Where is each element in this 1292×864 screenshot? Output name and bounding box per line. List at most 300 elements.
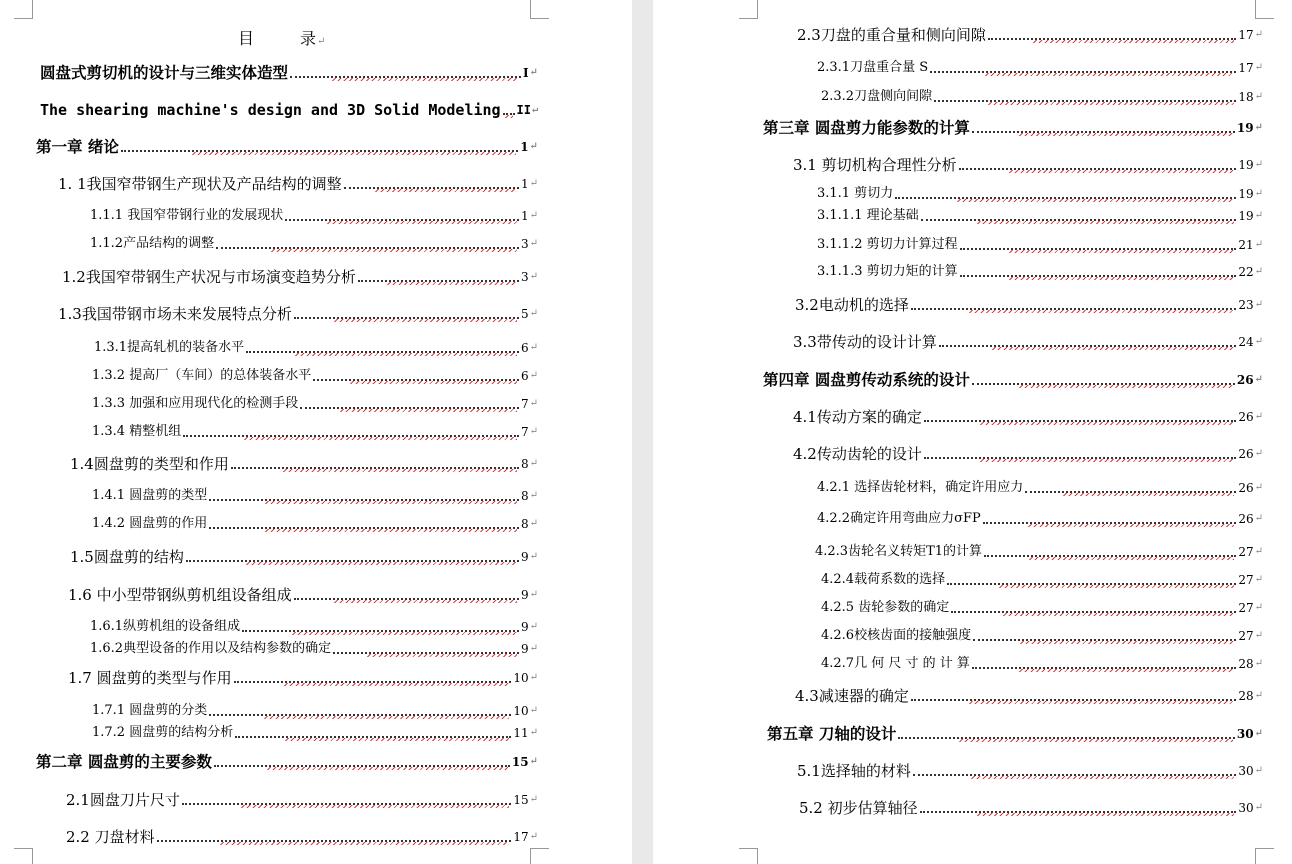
spellcheck-underline <box>350 381 517 384</box>
toc-page-number: 23 <box>1238 298 1254 312</box>
dot-leader <box>895 186 1236 202</box>
toc-page-number: 6 <box>520 369 529 383</box>
toc-entry-label: 3.1.1.2 剪切力计算过程 <box>817 237 958 252</box>
page-corner-mark <box>14 848 33 864</box>
paragraph-mark: ↵ <box>1254 299 1263 310</box>
toc-entry[interactable] <box>36 139 538 155</box>
spellcheck-underline <box>977 813 1235 816</box>
paragraph-mark: ↵ <box>1254 630 1263 641</box>
toc-entry-label: 1.1.1 我国窄带钢行业的发展现状 <box>90 208 284 223</box>
toc-entry[interactable] <box>90 641 538 657</box>
page-corner-mark <box>530 0 549 19</box>
toc-page-number: 28 <box>1238 689 1254 703</box>
toc-entry-label: 1.5圆盘剪的结构 <box>70 548 184 566</box>
toc-page-number: 8 <box>520 489 529 503</box>
dot-leader <box>972 372 1235 388</box>
toc-page-number: 10 <box>513 704 529 718</box>
dot-leader <box>333 641 519 657</box>
dot-leader <box>951 600 1236 616</box>
paragraph-mark: ↵ <box>1254 122 1263 133</box>
toc-entry[interactable] <box>58 306 538 322</box>
toc-page-number: II <box>516 103 531 117</box>
dot-leader <box>344 176 519 192</box>
dot-leader <box>290 65 521 81</box>
toc-page-number: 26 <box>1238 410 1254 424</box>
toc-entry[interactable] <box>817 237 1263 253</box>
dot-leader <box>214 754 510 770</box>
spellcheck-underline <box>334 600 517 603</box>
paragraph-mark: ↵ <box>1254 690 1263 701</box>
toc-entry[interactable] <box>36 754 538 770</box>
paragraph-mark: ↵ <box>529 756 538 767</box>
spellcheck-underline <box>957 199 1235 202</box>
toc-title-char-1: 目 <box>238 29 255 48</box>
toc-page-number: 1 <box>520 209 529 223</box>
toc-entry-label: 1. 1我国窄带钢生产现状及产品结构的调整 <box>58 175 342 193</box>
paragraph-mark: ↵ <box>1254 336 1263 347</box>
spellcheck-underline <box>192 152 516 155</box>
toc-entry-label: 1.4.1 圆盘剪的类型 <box>92 488 208 503</box>
toc-entry[interactable] <box>763 120 1263 136</box>
dot-leader <box>246 340 519 356</box>
toc-entry-label: 3.1.1.1 理论基础 <box>817 208 919 223</box>
toc-entry[interactable] <box>66 829 538 845</box>
toc-page-number: 15 <box>511 755 529 769</box>
toc-page-number: 19 <box>1238 158 1254 172</box>
toc-entry[interactable] <box>62 269 538 285</box>
paragraph-mark: ↵ <box>1254 411 1263 422</box>
toc-page-number: 19 <box>1238 209 1254 223</box>
toc-page-number: 9 <box>520 642 529 656</box>
paragraph-mark: ↵ <box>529 398 538 409</box>
spellcheck-underline <box>969 701 1234 704</box>
spellcheck-underline <box>265 529 517 532</box>
toc-entry[interactable] <box>58 176 538 192</box>
toc-entry[interactable] <box>68 587 538 603</box>
dot-leader <box>972 656 1236 672</box>
dot-leader <box>913 763 1236 779</box>
toc-page-number: 9 <box>520 620 529 634</box>
paragraph-mark: ↵ <box>1254 210 1263 221</box>
toc-entry-label: 3.1.1.3 剪切力矩的计算 <box>817 264 958 279</box>
toc-page-number: 19 <box>1238 187 1254 201</box>
toc-entry-label: 1.7 圆盘剪的类型与作用 <box>68 669 232 687</box>
toc-entry[interactable] <box>817 60 1263 76</box>
toc-page-number: 30 <box>1238 801 1254 815</box>
spellcheck-underline <box>1019 133 1233 136</box>
dot-leader <box>313 368 519 384</box>
toc-entry-label: 1.4圆盘剪的类型和作用 <box>70 455 229 473</box>
paragraph-mark: ↵ <box>529 308 538 319</box>
toc-page-number: 8 <box>520 457 529 471</box>
toc-entry-label: 1.6 中小型带钢纵剪机组设备组成 <box>68 586 292 604</box>
paragraph-mark: ↵ <box>529 794 538 805</box>
toc-entry-label: 1.7.1 圆盘剪的分类 <box>92 703 208 718</box>
spellcheck-underline <box>977 221 1234 224</box>
toc-page-number: 8 <box>520 517 529 531</box>
dot-leader <box>973 628 1236 644</box>
toc-page-number: 30 <box>1238 764 1254 778</box>
toc-entry-label: 2.3.1刀盘重合量 S <box>817 60 929 75</box>
spellcheck-underline <box>220 842 509 845</box>
toc-entry[interactable] <box>40 65 538 81</box>
toc-page-number: 18 <box>1238 90 1254 104</box>
dot-leader <box>216 236 519 252</box>
toc-page-number: 1 <box>520 177 529 191</box>
toc-entry-label: 1.6.2典型设备的作用以及结构参数的确定 <box>90 641 332 656</box>
spellcheck-underline <box>505 115 513 118</box>
toc-entry[interactable] <box>92 396 538 412</box>
toc-entry[interactable] <box>90 208 538 224</box>
paragraph-mark: ↵ <box>1254 728 1263 739</box>
paragraph-mark: ↵ <box>529 67 538 78</box>
toc-entry[interactable] <box>817 511 1263 527</box>
dot-leader <box>182 792 511 808</box>
spellcheck-underline <box>241 805 509 808</box>
spellcheck-underline <box>1009 250 1234 253</box>
toc-entry-label: 4.2.2确定许用弯曲应力σFP <box>817 511 981 526</box>
dot-leader <box>358 269 519 285</box>
toc-entry[interactable] <box>90 619 538 635</box>
paragraph-mark: ↵ <box>1254 374 1263 385</box>
dot-leader <box>157 829 512 845</box>
toc-page-number: 19 <box>1236 121 1254 135</box>
spellcheck-underline <box>971 776 1234 779</box>
paragraph-mark: ↵ <box>529 271 538 282</box>
spellcheck-underline <box>264 716 510 719</box>
paragraph-mark: ↵ <box>529 589 538 600</box>
spellcheck-underline <box>265 501 517 504</box>
toc-entry[interactable] <box>793 334 1263 350</box>
spellcheck-underline <box>985 73 1234 76</box>
toc-entry-label: 4.2.6校核齿面的接触强度 <box>821 628 972 643</box>
dot-leader <box>988 27 1236 43</box>
toc-entry[interactable] <box>795 297 1263 313</box>
toc-entry-label: 2.3刀盘的重合量和侧向间隙 <box>797 26 986 44</box>
toc-entry-label: 1.3.2 提高厂（车间）的总体装备水平 <box>92 368 312 383</box>
toc-entry[interactable] <box>817 208 1263 224</box>
paragraph-mark: ↵ <box>529 518 538 529</box>
dot-leader <box>1025 480 1236 496</box>
paragraph-mark: ↵ <box>529 490 538 501</box>
paragraph-mark: ↵ <box>529 342 538 353</box>
toc-page-number: 26 <box>1238 447 1254 461</box>
spellcheck-underline <box>271 249 517 252</box>
dot-leader <box>294 587 519 603</box>
spellcheck-underline <box>387 282 517 285</box>
spellcheck-underline <box>267 767 508 770</box>
dot-leader <box>209 488 519 504</box>
paragraph-mark: ↵ <box>1254 574 1263 585</box>
toc-entry-label: 5.2 初步估算轴径 <box>799 799 918 817</box>
toc-entry[interactable] <box>92 725 538 741</box>
toc-entry-label: 圆盘式剪切机的设计与三维实体造型 <box>40 63 289 82</box>
toc-page-number: 6 <box>520 341 529 355</box>
toc-entry[interactable] <box>92 516 538 532</box>
toc-entry[interactable] <box>821 628 1263 644</box>
paragraph-mark: ↵ <box>531 104 538 115</box>
paragraph-mark: ↵ <box>1254 602 1263 613</box>
toc-entry-label: 1.4.2 圆盘剪的作用 <box>92 516 208 531</box>
toc-page-number: 3 <box>520 270 529 284</box>
toc-page-number: 7 <box>520 397 529 411</box>
paragraph-mark: ↵ <box>1254 513 1263 524</box>
toc-page-number: 30 <box>1236 727 1254 741</box>
dot-leader <box>242 619 519 635</box>
toc-entry[interactable] <box>793 446 1263 462</box>
toc-page-number: 9 <box>520 588 529 602</box>
toc-entry[interactable] <box>68 670 538 686</box>
toc-entry-label: 第五章 刀轴的设计 <box>767 724 897 743</box>
dot-leader <box>924 409 1236 425</box>
toc-page-number: 11 <box>513 726 529 740</box>
toc-entry-label: 第二章 圆盘剪的主要参数 <box>36 752 212 771</box>
spellcheck-underline <box>969 310 1234 313</box>
paragraph-mark: ↵ <box>1254 239 1263 250</box>
page-corner-mark <box>14 0 33 19</box>
paragraph-mark: ↵ <box>529 458 538 469</box>
dot-leader <box>934 89 1236 105</box>
document-page-left <box>0 0 632 864</box>
toc-entry[interactable] <box>797 27 1263 43</box>
toc-page-number: 5 <box>520 307 529 321</box>
spellcheck-underline <box>1063 493 1234 496</box>
toc-title <box>238 26 325 49</box>
toc-entry-label: 第四章 圆盘剪传动系统的设计 <box>763 370 970 389</box>
toc-entry[interactable] <box>795 688 1263 704</box>
paragraph-mark: ↵ <box>1254 188 1263 199</box>
spellcheck-underline <box>1019 669 1234 672</box>
toc-entry-label: 2.2 刀盘材料 <box>66 828 155 846</box>
paragraph-mark: ↵ <box>1254 546 1263 557</box>
toc-page-number: 15 <box>513 793 529 807</box>
toc-page-number: 27 <box>1238 601 1254 615</box>
toc-page-number: 9 <box>520 550 529 564</box>
spellcheck-underline <box>332 78 519 81</box>
dot-leader <box>960 237 1237 253</box>
paragraph-mark: ↵ <box>529 621 538 632</box>
toc-entry-label: 3.1.1 剪切力 <box>817 186 894 201</box>
spellcheck-underline <box>1009 277 1234 280</box>
spellcheck-underline <box>1033 40 1235 43</box>
dot-leader <box>294 306 519 322</box>
toc-page-number: 26 <box>1238 481 1254 495</box>
toc-page-number: 17 <box>1238 61 1254 75</box>
paragraph-mark: ↵ <box>529 178 538 189</box>
paragraph-mark: ↵ <box>529 141 538 152</box>
spellcheck-underline <box>246 562 517 565</box>
toc-entry[interactable] <box>767 726 1263 742</box>
spellcheck-underline <box>980 422 1234 425</box>
spellcheck-underline <box>959 739 1233 742</box>
paragraph-mark: ↵ <box>529 727 538 738</box>
toc-entry-label: 3.1 剪切机构合理性分析 <box>793 156 957 174</box>
toc-entry-label: 4.3减速器的确定 <box>795 687 909 705</box>
toc-entry-label: 4.2传动齿轮的设计 <box>793 445 922 463</box>
toc-entry-label: 4.2.1 选择齿轮材料，确定许用应力 <box>817 480 1024 495</box>
dot-leader <box>183 424 519 440</box>
paragraph-mark: ↵ <box>529 370 538 381</box>
toc-entry-label: 1.3我国带钢市场未来发展特点分析 <box>58 305 292 323</box>
spellcheck-underline <box>284 683 510 686</box>
toc-title-char-2: 录 <box>300 29 317 48</box>
spellcheck-underline <box>375 189 517 192</box>
toc-entry-label: 4.1传动方案的确定 <box>793 408 922 426</box>
toc-entry-label: 1.3.3 加强和应用现代化的检测手段 <box>92 396 299 411</box>
toc-entry-label: 第一章 绪论 <box>36 137 119 156</box>
page-corner-mark <box>1255 0 1274 19</box>
paragraph-mark: ↵ <box>1254 482 1263 493</box>
toc-entry[interactable] <box>66 792 538 808</box>
page-corner-mark <box>739 0 758 19</box>
toc-page-number: 21 <box>1238 238 1254 252</box>
toc-entry[interactable] <box>817 264 1263 280</box>
paragraph-mark: ↵ <box>1254 159 1263 170</box>
dot-leader <box>234 670 512 686</box>
spellcheck-underline <box>1019 385 1233 388</box>
toc-entry[interactable] <box>763 372 1263 388</box>
paragraph-mark: ↵ <box>529 238 538 249</box>
toc-page-number: 24 <box>1238 335 1254 349</box>
document-page-right <box>653 0 1292 864</box>
spellcheck-underline <box>1020 641 1234 644</box>
paragraph-mark: ↵ <box>529 672 538 683</box>
spellcheck-underline <box>340 409 517 412</box>
toc-entry-label: 4.2.7几 何 尺 寸 的 计 算 <box>821 656 970 671</box>
toc-entry[interactable] <box>821 572 1263 588</box>
dot-leader <box>503 102 515 118</box>
toc-entry[interactable] <box>70 549 538 565</box>
dot-leader <box>924 446 1236 462</box>
dot-leader <box>983 511 1237 527</box>
paragraph-mark: ↵ <box>1254 448 1263 459</box>
spellcheck-underline <box>285 738 509 741</box>
paragraph-mark: ↵ <box>529 705 538 716</box>
toc-page-number: 7 <box>520 425 529 439</box>
toc-entry-label: 1.3.4 精整机组 <box>92 424 182 439</box>
spellcheck-underline <box>1029 557 1234 560</box>
toc-page-number: 10 <box>513 671 529 685</box>
dot-leader <box>972 120 1235 136</box>
toc-entry[interactable] <box>817 480 1263 496</box>
spellcheck-underline <box>992 347 1234 350</box>
spellcheck-underline <box>1003 613 1235 616</box>
toc-entry-label: The shearing machine's design and 3D Solid Modeling <box>40 101 501 119</box>
spellcheck-underline <box>295 353 517 356</box>
toc-entry[interactable] <box>793 157 1263 173</box>
dot-leader <box>960 264 1237 280</box>
toc-entry[interactable] <box>92 703 538 719</box>
spellcheck-underline <box>1009 170 1235 173</box>
dot-leader <box>911 297 1236 313</box>
spellcheck-underline <box>980 459 1234 462</box>
toc-entry[interactable] <box>94 340 538 356</box>
dot-leader <box>920 800 1237 816</box>
paragraph-mark: ↵ <box>1254 62 1263 73</box>
spellcheck-underline <box>1028 524 1234 527</box>
dot-leader <box>209 516 519 532</box>
toc-page-number: 1 <box>520 140 529 154</box>
toc-entry-label: 4.2.4载荷系数的选择 <box>821 572 946 587</box>
toc-page-number: 27 <box>1238 573 1254 587</box>
toc-page-number: 27 <box>1238 545 1254 559</box>
spellcheck-underline <box>999 585 1234 588</box>
paragraph-mark: ↵ <box>1254 765 1263 776</box>
paragraph-mark: ↵ <box>1254 802 1263 813</box>
paragraph-mark: ↵ <box>529 551 538 562</box>
toc-entry[interactable] <box>821 656 1263 672</box>
toc-entry[interactable] <box>799 800 1263 816</box>
spellcheck-underline <box>292 632 517 635</box>
toc-entry[interactable] <box>817 186 1263 202</box>
dot-leader <box>300 396 519 412</box>
toc-page-number: I <box>522 66 529 80</box>
toc-entry-label: 1.2我国窄带钢生产状况与市场演变趋势分析 <box>62 268 356 286</box>
toc-entry-label: 2.1圆盘刀片尺寸 <box>66 791 180 809</box>
toc-entry[interactable] <box>821 89 1263 105</box>
toc-entry-label: 3.3带传动的设计计算 <box>793 333 937 351</box>
page-corner-mark <box>739 848 758 864</box>
toc-entry[interactable] <box>821 600 1263 616</box>
dot-leader <box>235 725 511 741</box>
paragraph-mark: ↵ <box>529 831 538 842</box>
dot-leader <box>959 157 1237 173</box>
spellcheck-underline <box>334 319 517 322</box>
toc-entry-label: 第三章 圆盘剪力能参数的计算 <box>763 118 970 137</box>
dot-leader <box>930 60 1236 76</box>
toc-entry[interactable] <box>92 424 538 440</box>
toc-page-number: 26 <box>1238 512 1254 526</box>
paragraph-mark: ↵ <box>529 426 538 437</box>
spellcheck-underline <box>244 437 517 440</box>
toc-page-number: 17 <box>1238 28 1254 42</box>
dot-leader <box>898 726 1235 742</box>
toc-entry[interactable] <box>793 409 1263 425</box>
toc-entry[interactable] <box>70 456 538 472</box>
spellcheck-underline <box>367 654 517 657</box>
dot-leader <box>947 572 1236 588</box>
paragraph-mark: ↵ <box>1254 29 1263 40</box>
toc-entry[interactable] <box>90 236 538 252</box>
dot-leader <box>186 549 519 565</box>
toc-entry-label: 3.2电动机的选择 <box>795 296 909 314</box>
toc-entry-label: 5.1选择轴的材料 <box>797 762 911 780</box>
paragraph-mark: ↵ <box>1254 658 1263 669</box>
toc-entry[interactable] <box>815 544 1263 560</box>
toc-entry-label: 4.2.5 齿轮参数的确定 <box>821 600 950 615</box>
paragraph-mark: ↵ <box>1254 91 1263 102</box>
dot-leader <box>911 688 1236 704</box>
toc-page-number: 26 <box>1236 373 1254 387</box>
paragraph-mark: ↵ <box>317 36 326 47</box>
paragraph-mark: ↵ <box>1254 266 1263 277</box>
toc-entry-label: 1.1.2产品结构的调整 <box>90 236 215 251</box>
dot-leader <box>231 456 519 472</box>
spellcheck-underline <box>283 469 517 472</box>
toc-entry[interactable] <box>40 102 538 118</box>
page-corner-mark <box>530 848 549 864</box>
paragraph-mark: ↵ <box>529 643 538 654</box>
toc-page-number: 27 <box>1238 629 1254 643</box>
toc-page-number: 17 <box>513 830 529 844</box>
toc-entry[interactable] <box>797 763 1263 779</box>
toc-entry[interactable] <box>92 368 538 384</box>
toc-entry-label: 1.7.2 圆盘剪的结构分析 <box>92 725 234 740</box>
toc-page-number: 28 <box>1238 657 1254 671</box>
toc-entry[interactable] <box>92 488 538 504</box>
dot-leader <box>984 544 1236 560</box>
toc-entry-label: 2.3.2刀盘侧向间隙 <box>821 89 933 104</box>
